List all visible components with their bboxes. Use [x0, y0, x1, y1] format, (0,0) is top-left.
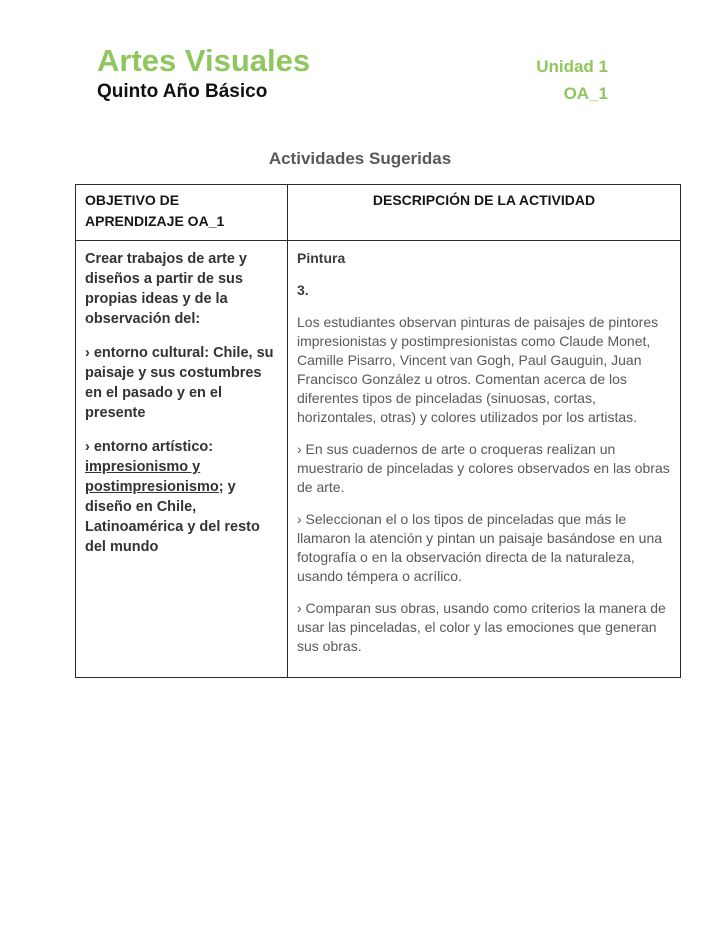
objective-bullet-cultural [85, 343, 278, 423]
activity-bullet-1: › En sus cuadernos de arte o croqueras realizan un muestrario de pinceladas y colores observados en las obras de arte. [297, 441, 670, 495]
activity-bullet-2: › Seleccionan el o los tipos de pinceladas que más le llamaron la atención y pintan un paisaje basándose en una fotografía o en la observación directa de la naturaleza, usando témpera o acrílico. [297, 511, 663, 584]
column-header-activity: DESCRIPCIÓN DE LA ACTIVIDAD [288, 185, 681, 241]
objective-bullet-artistic [85, 437, 278, 557]
activity-number: 3. [297, 282, 309, 298]
header-right-block [536, 44, 608, 107]
table-header-row [76, 185, 681, 241]
oa-code-label: OA_1 [563, 84, 608, 103]
document-subtitle: Quinto Año Básico [97, 81, 268, 102]
document-header [97, 44, 608, 107]
objective-bullet-artistic-underlined: impresionismo y postimpresionismo [85, 459, 219, 495]
objective-bullet-artistic-suffix: ; y diseño en Chile, Latinoamérica y del resto del mundo [85, 479, 260, 555]
activity-intro: Los estudiantes observan pinturas de paisajes de pintores impresionistas y postimpresionistas como Claude Monet, Camille Pisarro, Vincent van Gogh, Paul Gauguin, Juan Francisco González u otros. Comentan acerca de los diferentes tipos de pinceladas (sinuosas, cortas, horizontales, otras) y colores utilizados por los artistas. [297, 314, 659, 425]
document-title: Artes Visuales [97, 43, 311, 78]
table-body-row [76, 241, 681, 678]
section-title: Actividades Sugeridas [268, 149, 452, 168]
activity-cell [288, 241, 681, 678]
objective-intro: Crear trabajos de arte y diseños a partir de sus propias ideas y de la observación del: [85, 251, 247, 327]
unit-label: Unidad 1 [536, 57, 608, 76]
objective-cell [76, 241, 288, 678]
activity-category: Pintura [297, 250, 346, 266]
objective-bullet-artistic-prefix: › entorno artístico: [85, 439, 214, 455]
header-left-block [97, 44, 310, 104]
activities-table [75, 184, 681, 678]
activity-bullet-3: › Comparan sus obras, usando como criterios la manera de usar las pinceladas, el color y las emociones que generan sus obras. [297, 600, 666, 654]
column-header-objective: OBJETIVO DE APRENDIZAJE OA_1 [76, 185, 288, 241]
objective-bullet-cultural-text: › entorno cultural: Chile, su paisaje y sus costumbres en el pasado y en el presente [85, 345, 274, 421]
